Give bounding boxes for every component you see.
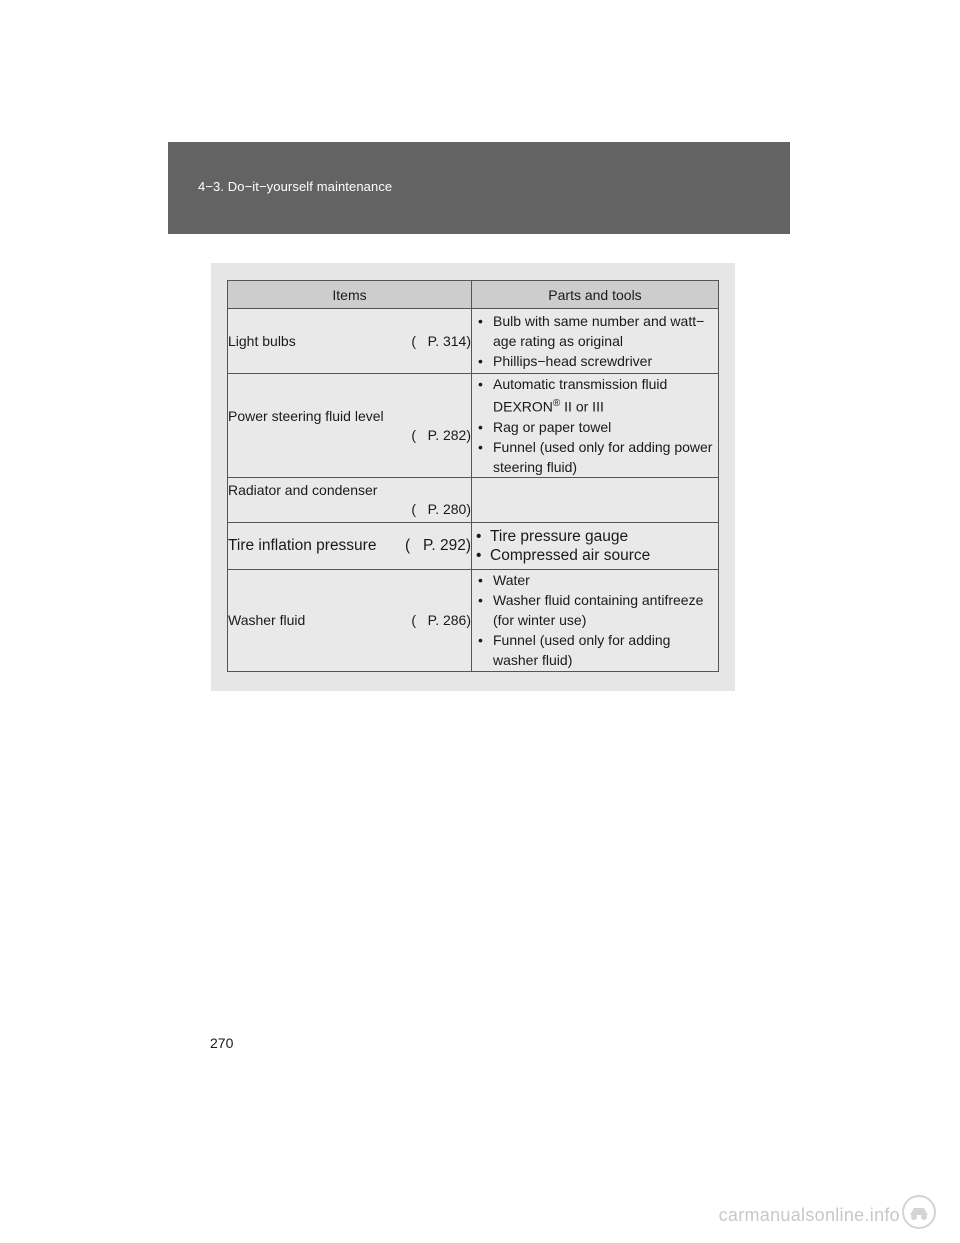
parts-cell [472, 309, 719, 374]
item-name: Washer fluid [228, 612, 306, 629]
parts-cell [472, 477, 719, 522]
item-cell [228, 477, 472, 522]
page-reference: ( P. 286) [411, 612, 471, 629]
list-item: • Funnel (used only for adding washer fluid) [472, 630, 718, 670]
item-name: Power steering fluid level [228, 407, 384, 424]
page-number: 270 [210, 1035, 234, 1051]
page-reference: ( P. 280) [411, 501, 471, 518]
list-item [472, 374, 718, 417]
table-row [228, 477, 719, 522]
registered-mark: ® [552, 398, 561, 409]
list-item: • Phillips−head screwdriver [472, 351, 718, 371]
list-item: • Tire pressure gauge [472, 527, 718, 546]
page-reference: ( P. 314) [411, 333, 471, 349]
list-item: • Water [472, 570, 718, 590]
table-row [228, 569, 719, 671]
list-item: • Compressed air source [472, 546, 718, 565]
section-title: 4−3. Do−it−yourself maintenance [198, 179, 393, 194]
maintenance-table [227, 280, 719, 672]
maintenance-panel [211, 263, 735, 691]
item-name: Radiator and condenser [228, 482, 378, 499]
parts-cell [472, 569, 719, 671]
section-header-band [168, 142, 790, 234]
item-cell [228, 309, 472, 374]
dexron-text: Automatic transmission fluid DEXRON [493, 376, 668, 415]
list-item: • Funnel (used only for adding power steering fluid) [472, 437, 718, 477]
item-name: Light bulbs [228, 333, 296, 349]
list-item: • Bulb with same number and watt− age rating as original [472, 311, 718, 351]
parts-list [472, 527, 718, 565]
parts-cell [472, 374, 719, 478]
table-row [228, 522, 719, 569]
item-name: Tire inflation pressure [228, 536, 377, 554]
dexron-suffix: II or III [560, 398, 604, 415]
watermark-logo-icon [900, 1193, 938, 1231]
list-item: • Rag or paper towel [472, 417, 718, 437]
page-reference: ( P. 282) [411, 426, 471, 443]
parts-cell [472, 522, 719, 569]
list-item: • Washer fluid containing antifreeze (for winter use) [472, 590, 718, 630]
parts-list [472, 311, 718, 371]
page-reference: ( P. 292) [404, 536, 471, 554]
header-items: Items [228, 281, 472, 309]
item-cell [228, 374, 472, 478]
table-row [228, 374, 719, 478]
parts-list [472, 570, 718, 670]
table-header-row [228, 281, 719, 309]
item-cell [228, 569, 472, 671]
header-parts-and-tools: Parts and tools [472, 281, 719, 309]
table-row [228, 309, 719, 374]
parts-list [472, 374, 718, 477]
watermark-text: carmanualsonline.info [718, 1205, 900, 1225]
item-cell [228, 522, 472, 569]
